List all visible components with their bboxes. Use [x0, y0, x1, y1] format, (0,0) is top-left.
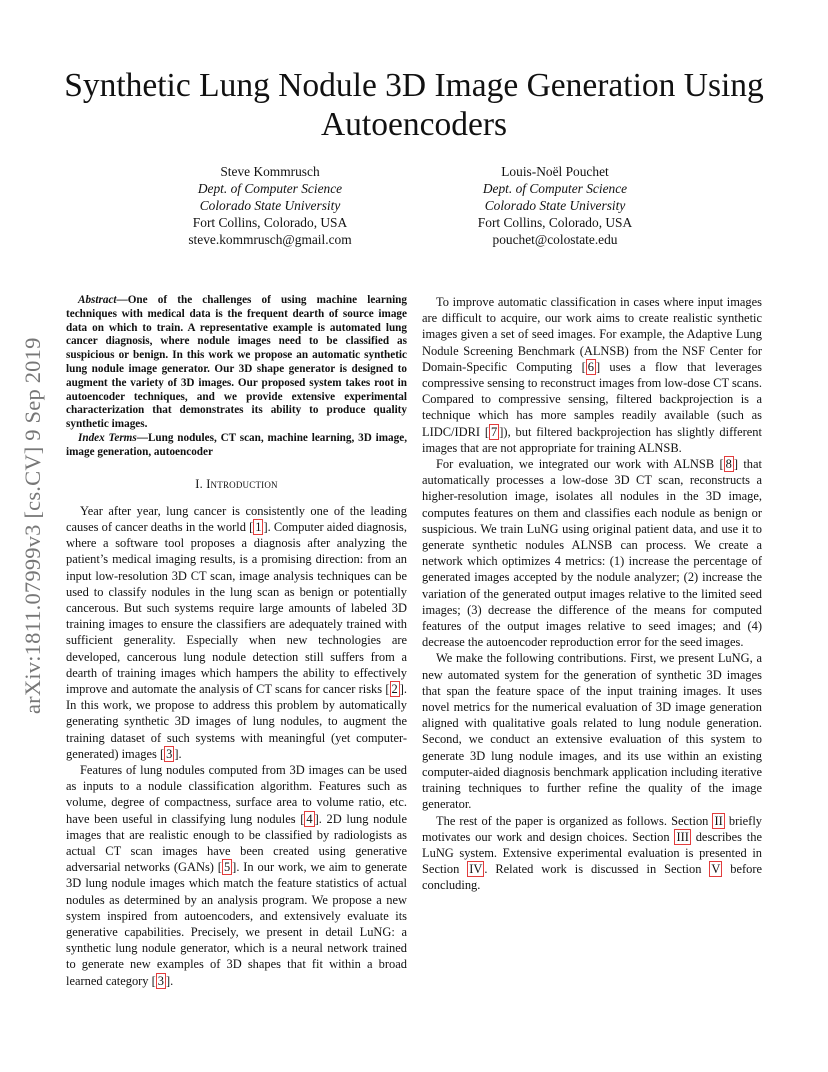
author-name: Louis-Noël Pouchet — [501, 164, 609, 179]
section-numeral: I. — [195, 476, 203, 491]
paragraph-3: To improve automatic classification in cases where input images are difficult to acquire, our work aims to create realistic synthetic images given a set of seed images. For example, the Adaptive Lung Nodule Screening Benchmark (ALNSB) from the NSF Center for Domain-Specific Computing [ 6 ] uses a flow that leverages compressive sensing to reconstruct images from low-dose CT scans. Compared to compressive sensing, filtered backprojection is a technique which has more samples readily available (such as LIDC/IDRI [ 7 ]), but filtered backprojection has slightly different images that are not appropriate for training ALNSB. — [422, 295, 763, 455]
author-block-1 — [160, 163, 380, 248]
paragraph-6: The rest of the paper is organized as follows. Section II briefly motivates our work and design choices. Section III describes the LuNG system. Extensive experimental evaluation is presented in Section IV . Related work is discussed in Section V before concluding. — [422, 813, 763, 893]
abstract-label: Abstract — [78, 294, 117, 306]
author-department: Dept. of Computer Science — [482, 181, 628, 196]
citation-link[interactable]: 8 — [725, 457, 732, 472]
section-link[interactable]: III — [676, 829, 689, 844]
citation-link[interactable]: 3 — [157, 973, 165, 988]
author-name: Steve Kommrusch — [220, 164, 320, 179]
author-department: Dept. of Computer Science — [197, 181, 343, 196]
citation-link[interactable]: 3 — [166, 746, 173, 761]
index-terms-text: —Lung nodules, CT scan, machine learning, 3D image, image generation, autoencoder — [66, 431, 407, 458]
index-terms-label: Index Terms — [78, 431, 137, 444]
citation-link[interactable]: 5 — [223, 860, 231, 875]
abstract-text: —One of the challenges of using machine learning techniques with medical data is the frequent dearth of source image data on which to train. A representative example is automated lung cancer diagnosis, where nodule images need to be classified as suspicious or benign. In this work we propose an automatic synthetic lung nodule image generator. Our 3D shape generator is designed to augment the variety of 3D images. Our proposed system takes root in autoencoder techniques, and we provide extensive experimental characterization that demonstrates its ability to produce quality synthetic images. — [66, 294, 407, 431]
author-university: Colorado State University — [199, 198, 341, 213]
author-location: Fort Collins, Colorado, USA — [192, 215, 348, 230]
citation-link[interactable]: 1 — [255, 519, 262, 534]
index-terms — [66, 432, 407, 460]
author-location: Fort Collins, Colorado, USA — [477, 215, 633, 230]
citation-link[interactable]: 7 — [491, 424, 498, 439]
arxiv-identifier: arXiv:1811.07999v3 [cs.CV] 9 Sep 2019 — [20, 337, 45, 715]
section-link[interactable]: V — [711, 862, 721, 877]
author-block-2 — [445, 163, 665, 248]
paragraph-2: Features of lung nodules computed from 3D images can be used as inputs to a nodule classification algorithm. Features such as volume, degree of compactness, surface area to volume ratio, etc. have been useful in classifying lung nodules [ 4 ]. 2D lung nodule images that are realistic enough to be classified by radiologists as actual CT scan images have been created using generative adversarial networks (GANs) [ 5 ]. In our work, we aim to generate 3D lung nodule images which match the feature statistics of actual nodules as determined by an analysis program. We propose a new system inspired from autoencoders, and extensively evaluate its generative capabilities. Precisely, we present in detail LuNG: a synthetic lung nodule generator, which is a neural network trained to generate new examples of 3D shapes that fit within a broad learned category [ 3 ]. — [66, 763, 407, 988]
paragraph-1: Year after year, lung cancer is consistently one of the leading causes of cancer deaths in the world [ 1 ]. Computer aided diagnosis, where a software tool proposes a diagnosis after analyzing the patient’s medical imaging results, is a promising direction: from an input low-resolution 3D CT scan, image analysis techniques can be used to classify nodules in the lung scan as benign or potentially cancerous. But such systems require large amounts of labeled 3D training images to ensure the classifiers are adequately trained with sufficient generality. Especially when new technologies are developed, cancerous lung nodule detection still suffers from a dearth of training images which hampers the ability to effectively improve and automate the analysis of CT scans for cancer risks [ 2 ]. In this work, we propose to address this problem by automatically generating synthetic 3D images of lung nodules, to augment the training dataset of such systems with meaningful (yet computer-generated) images [ 3 ]. — [66, 503, 407, 761]
section-title: Introduction — [206, 476, 278, 491]
paragraph-5: We make the following contributions. First, we present LuNG, a new automated system for the generation of synthetic 3D images that span the feature space of the input training images. It uses novel metrics for the numerical evaluation of 3D image generation aligned with qualitative goals related to lung nodule generation. Second, we conduct an extensive evaluation of this system to generate 3D lung nodule images, and its use within an existing computer-aided diagnosis benchmark application including iterative training techniques to further refine the quality of the image generator. — [422, 651, 762, 812]
author-university: Colorado State University — [484, 198, 626, 213]
paragraph-4: For evaluation, we integrated our work with ALNSB [ 8 ] that automatically processes a low-dose 3D CT scan, reconstructs a higher-resolution image, isolates all nodules in the 3D image, computes features on them and classifies each nodule as benign or suspicious. We train LuNG using original patient data, and use it to generate synthetic nodules ALNSB can process. We create a network which optimizes 4 metrics: (1) increase the percentage of generated images accepted by the nodule analyzer; (2) increase the variation of the generated output images relative to the limited seed images; (3) decrease the difference of the means for computed features of the output images relative to seed images; and (4) decrease the autoencoder reproduction error for the seed images. — [422, 457, 762, 650]
left-column — [66, 294, 407, 989]
citation-link[interactable]: 2 — [391, 682, 398, 696]
citation-link[interactable]: 4 — [306, 811, 313, 826]
right-column — [422, 294, 762, 894]
paper-title: Synthetic Lung Nodule 3D Image Generation Using Autoencoders — [64, 67, 764, 143]
section-link[interactable]: II — [714, 813, 723, 828]
author-email[interactable]: pouchet@colostate.edu — [492, 232, 618, 247]
citation-link[interactable]: 6 — [587, 359, 594, 374]
section-link[interactable]: IV — [469, 862, 483, 877]
abstract — [66, 294, 407, 432]
author-email[interactable]: steve.kommrusch@gmail.com — [188, 232, 352, 247]
section-heading-introduction — [66, 476, 407, 492]
